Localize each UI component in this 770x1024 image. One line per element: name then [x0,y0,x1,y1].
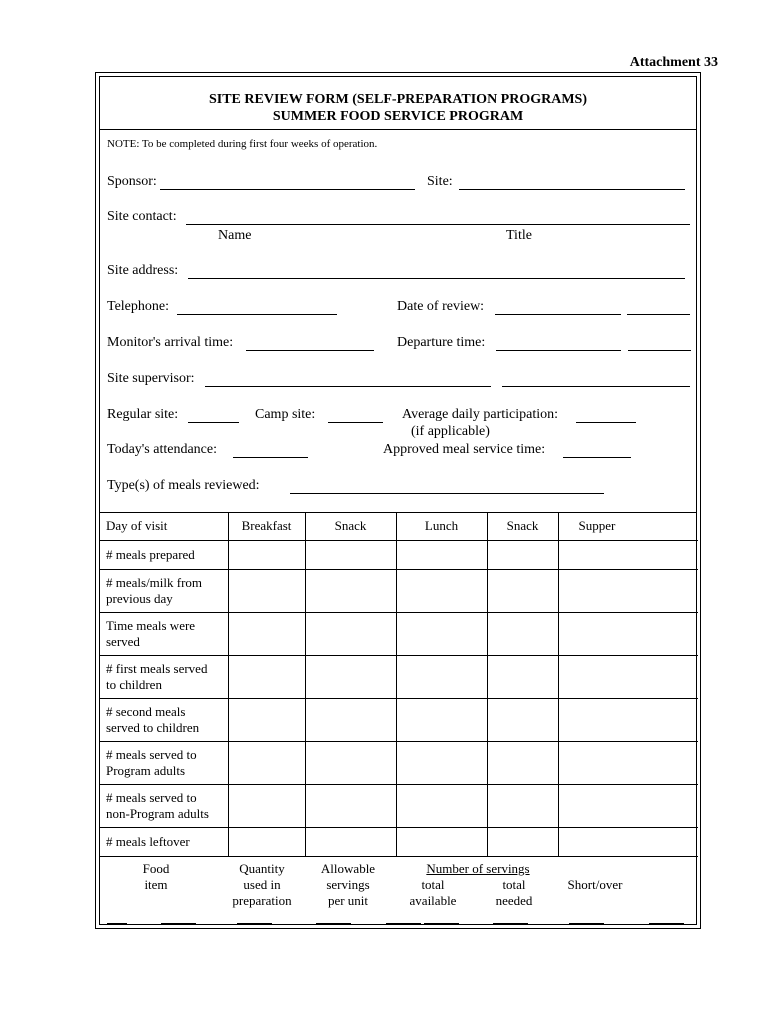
camp-site-label: Camp site: [255,407,316,422]
form-title [100,91,696,125]
approved-meal-time-label: Approved meal service time: [383,442,546,457]
regular-site-label: Regular site: [107,407,179,422]
footer-total-available: total available [409,877,457,908]
table-cell[interactable] [558,741,698,784]
table-cell[interactable] [228,827,305,856]
row-label: # meals prepared [100,540,228,569]
table-cell[interactable] [305,784,396,827]
table-cell[interactable] [396,569,487,612]
table-cell[interactable] [487,698,558,741]
date-of-review-line[interactable] [495,314,621,315]
table-cell[interactable] [487,827,558,856]
footer-total-needed: total needed [495,877,533,908]
site-contact-label: Site contact: [107,209,177,224]
table-cell[interactable] [558,540,698,569]
footer-blank[interactable] [386,923,421,924]
table-cell[interactable] [487,569,558,612]
table-cell[interactable] [396,827,487,856]
sponsor-label: Sponsor: [107,174,157,189]
departure-label: Departure time: [397,335,486,350]
avg-participation-label: Average daily participation: [402,407,559,422]
table-cell[interactable] [228,569,305,612]
header-supper: Supper [558,513,698,540]
table-cell[interactable] [228,741,305,784]
site-supervisor-line-2[interactable] [502,386,690,387]
types-reviewed-label: Type(s) of meals reviewed: [107,478,260,493]
table-row [100,655,698,698]
table-cell[interactable] [228,612,305,655]
todays-attendance-line[interactable] [233,457,308,458]
sponsor-line[interactable] [160,189,415,190]
table-cell[interactable] [487,612,558,655]
telephone-line[interactable] [177,314,337,315]
table-cell[interactable] [396,784,487,827]
table-cell[interactable] [228,698,305,741]
footer-quantity: Quantity used in preparation [232,861,292,908]
row-label: # meals served to Program adults [100,741,228,784]
camp-site-line[interactable] [328,422,383,423]
site-address-label: Site address: [107,263,179,278]
table-cell[interactable] [558,569,698,612]
header-day-of-visit: Day of visit [100,513,228,540]
monitor-arrival-line[interactable] [246,350,374,351]
header-snack-2: Snack [487,513,558,540]
telephone-label: Telephone: [107,299,169,314]
types-reviewed-line[interactable] [290,493,604,494]
table-row [100,612,698,655]
attachment-label: Attachment 33 [629,55,718,70]
approved-meal-time-line[interactable] [563,457,631,458]
table-cell[interactable] [487,540,558,569]
footer-blank[interactable] [569,923,604,924]
table-cell[interactable] [228,784,305,827]
table-cell[interactable] [305,655,396,698]
table-cell[interactable] [487,741,558,784]
footer-blank[interactable] [649,923,684,924]
footer-blank[interactable] [161,923,196,924]
table-header-row [100,513,698,540]
row-label: # meals/milk from previous day [100,569,228,612]
departure-line[interactable] [496,350,621,351]
avg-participation-line[interactable] [576,422,636,423]
date-of-review-label: Date of review: [397,299,485,314]
date-of-review-line-2[interactable] [627,314,690,315]
header-breakfast: Breakfast [228,513,305,540]
table-cell[interactable] [396,698,487,741]
table-cell[interactable] [487,655,558,698]
table-cell[interactable] [487,784,558,827]
header-lunch: Lunch [396,513,487,540]
footer-blank[interactable] [424,923,459,924]
site-line[interactable] [459,189,685,190]
form-frame [95,72,701,929]
footer-short-over: Short/over [567,877,623,892]
table-cell[interactable] [396,655,487,698]
table-cell[interactable] [558,698,698,741]
table-cell[interactable] [305,540,396,569]
footer-blank[interactable] [316,923,351,924]
title-line-1: SITE REVIEW FORM (SELF-PREPARATION PROGRAMS) [208,92,588,107]
name-caption: Name [218,228,252,243]
footer-blank[interactable] [237,923,272,924]
departure-line-2[interactable] [628,350,691,351]
if-applicable-note: (if applicable) [411,424,490,439]
note-text: NOTE: To be completed during first four weeks of operation. [107,138,378,150]
table-cell[interactable] [396,540,487,569]
row-label: # meals leftover [100,827,228,856]
site-contact-line[interactable] [186,224,690,225]
table-cell[interactable] [558,827,698,856]
table-cell[interactable] [228,540,305,569]
table-cell[interactable] [305,612,396,655]
todays-attendance-label: Today's attendance: [107,442,217,457]
table-cell[interactable] [305,569,396,612]
row-label: # first meals served to children [100,655,228,698]
meals-table [100,513,698,857]
table-row [100,827,698,856]
table-row [100,784,698,827]
table-row [100,698,698,741]
table-cell[interactable] [558,784,698,827]
title-line-2: SUMMER FOOD SERVICE PROGRAM [272,109,524,124]
table-row [100,540,698,569]
row-label: # second meals served to children [100,698,228,741]
title-divider [100,129,696,130]
table-row [100,569,698,612]
title-caption: Title [506,228,532,243]
table-cell[interactable] [396,741,487,784]
row-label: # meals served to non-Program adults [100,784,228,827]
table-cell[interactable] [558,612,698,655]
table-cell[interactable] [396,612,487,655]
table-cell[interactable] [228,655,305,698]
footer-number-of-servings: Number of servings [426,861,530,876]
footer-food-item: Food item [142,861,170,892]
site-supervisor-label: Site supervisor: [107,371,195,386]
site-supervisor-line[interactable] [205,386,491,387]
header-snack-1: Snack [305,513,396,540]
row-label: Time meals were served [100,612,228,655]
footer-blank[interactable] [493,923,528,924]
table-cell[interactable] [305,741,396,784]
table-cell[interactable] [558,655,698,698]
form-body [99,76,697,925]
table-cell[interactable] [305,827,396,856]
site-label: Site: [427,174,453,189]
footer-allowable: Allowable servings per unit [320,861,376,908]
footer-blank[interactable] [107,923,127,924]
table-row [100,741,698,784]
table-cell[interactable] [305,698,396,741]
regular-site-line[interactable] [188,422,239,423]
monitor-arrival-label: Monitor's arrival time: [107,335,234,350]
site-address-line[interactable] [188,278,685,279]
